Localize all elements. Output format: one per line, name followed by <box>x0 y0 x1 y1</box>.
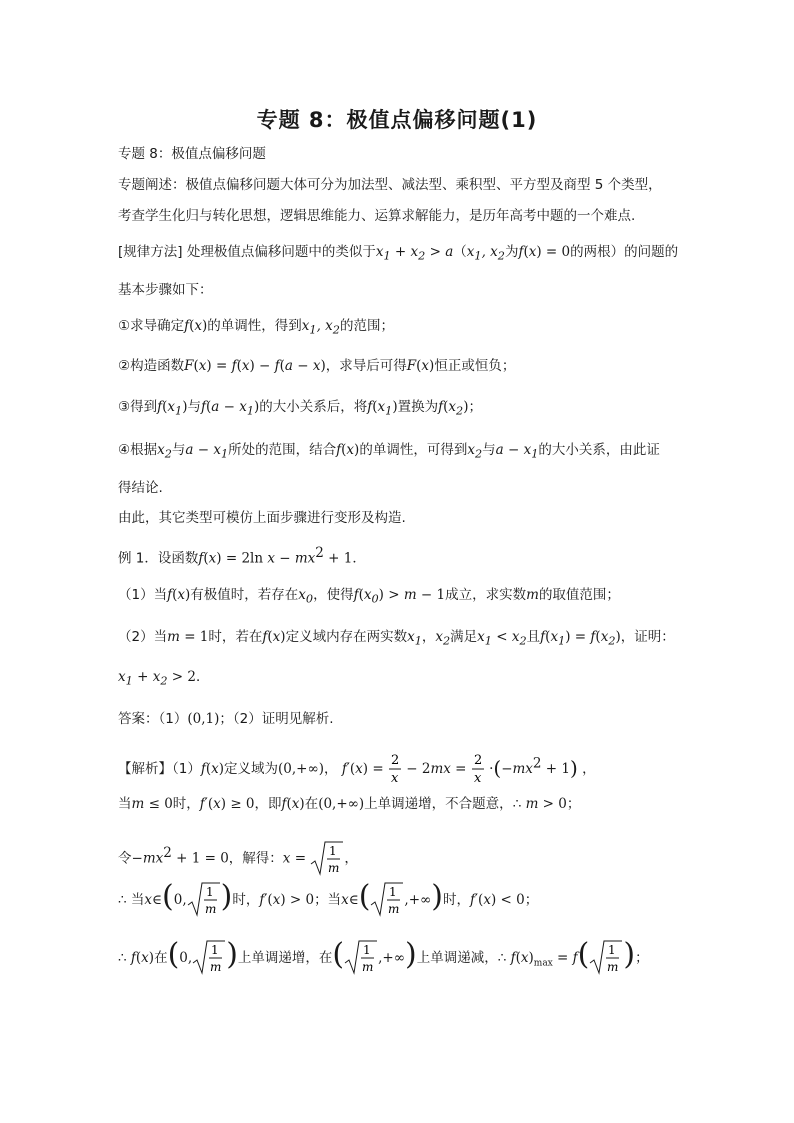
step-1: ①求导确定f(x)的单调性，得到$x_1$, $x_2$的范围； <box>118 318 394 337</box>
svg-text:x: x <box>473 771 482 786</box>
formula: $x_0$ <box>298 587 314 606</box>
formula: f′(x) = 2 x − 2mx = 2 x $\cdot(-mx^2 + 1)$ <box>341 753 578 786</box>
formula: f <box>262 629 268 645</box>
formula: m <box>526 587 539 603</box>
svg-text:2: 2 <box>390 753 400 768</box>
formula: f <box>199 796 205 812</box>
formula: m <box>167 629 180 645</box>
sqrt-1-over-m <box>310 840 344 878</box>
formula: $x_1 + x_2$ <box>118 669 168 688</box>
formula: ∴ <box>497 950 511 966</box>
svg-text:m: m <box>607 960 619 974</box>
formula: f <box>184 318 190 334</box>
formula: F <box>406 358 417 374</box>
step-3: ③得到$f(x_1)$与$f(a - x_1)$的大小关系后，将$f(x_1)$置换为$f(x_2)$； <box>118 399 482 418</box>
formula: f <box>353 587 359 603</box>
formula: f <box>540 629 546 645</box>
svg-text:1: 1 <box>608 943 617 957</box>
formula: f <box>198 550 204 567</box>
method-text-d: 的两根）的问题的 <box>570 244 679 260</box>
svg-text:1: 1 <box>211 943 219 957</box>
svg-text:m: m <box>388 902 400 916</box>
formula: f <box>336 442 342 458</box>
formula: x <box>282 850 291 867</box>
example-statement: 例 1．设函数f(x) = 2ln $x - mx^2 + 1$． <box>118 545 366 567</box>
formula: $a - x_1$ <box>495 442 539 461</box>
svg-text:m: m <box>204 902 217 916</box>
solution-line-3: 令$-mx^2 + 1 = 0$，解得：x = 1 m ， <box>118 836 358 878</box>
formula: $x_2$ <box>435 629 451 648</box>
step-4-cont: 得结论. <box>118 480 163 496</box>
formula: ∴ <box>118 892 131 908</box>
method-line-2: 基本步骤如下： <box>118 282 213 298</box>
subtitle: 专题 8：极值点偏移问题 <box>118 146 266 162</box>
solution-line-1: 【解析】（1）f(x)定义域为(0,+∞)， f′(x) = 2 x − 2mx = 2 x $\cdot(-mx^2 + 1)$ ， <box>118 753 596 786</box>
formula: $x_1$, $x_2$ <box>466 244 505 263</box>
svg-text:1: 1 <box>363 943 371 957</box>
svg-text:1: 1 <box>389 885 398 899</box>
page-title: 专题 8：极值点偏移问题(1) <box>256 108 538 132</box>
formula: $x_1 < x_2$ <box>477 629 527 648</box>
formula: − <box>131 850 143 867</box>
formula: $x_1 + x_2 > a$ <box>375 244 454 263</box>
formula: f <box>200 399 206 415</box>
svg-text:m: m <box>210 960 222 974</box>
method-text-a: [规律方法] 处理极值点偏移问题中的类似于 <box>118 244 376 260</box>
formula: (0,+∞) <box>318 796 365 812</box>
formula: f <box>200 761 206 777</box>
step-2: ②构造函数F(x) = f(x) − f(a − x)，求导后可得F(x)恒正或恒负； <box>118 358 516 374</box>
svg-text:2: 2 <box>473 753 483 768</box>
formula: m <box>131 796 145 812</box>
svg-text:1: 1 <box>329 843 337 858</box>
formula: f <box>130 950 136 966</box>
svg-text:m: m <box>362 960 374 974</box>
formula: f <box>469 892 475 908</box>
formula: $a - x_1$ <box>185 442 229 461</box>
question-2-cont: $x_1 + x_2 > 2$． <box>118 669 210 688</box>
method-text-c: 为 <box>504 244 519 260</box>
formula: $x_1$, $x_2$ <box>301 318 340 337</box>
formula: f <box>281 796 287 812</box>
formula: $x_2$ <box>157 442 172 461</box>
method-text-b: （ <box>453 244 467 260</box>
formula: x <box>144 892 153 908</box>
formula: $x_1$ <box>407 629 422 648</box>
question-1: （1）当f(x)有极值时，若存在$x_0$，使得$f(x_0) > m - 1$成立，求实数m的取值范围； <box>118 587 620 606</box>
formula: (0,1) <box>187 711 220 727</box>
formula: f <box>167 587 173 603</box>
solution-line-5: ∴ f(x)在(0, 1 m )上单调递增，在( 1 m ,+∞)上单调递减，∴ $f(x)_{max} = f$( 1 m )； <box>118 937 649 974</box>
formula: x <box>341 892 349 908</box>
formula: ∴ <box>118 950 131 966</box>
question-2: （2）当m = 1时，若在f(x)定义域内存在两实数$x_1$，$x_2$满足$x_1 < x_2$且$f(x_1) = f(x_2)$，证明： <box>118 629 675 648</box>
formula: f <box>367 399 373 415</box>
formula: f <box>157 399 163 415</box>
intro-line-2: 考查学生化归与转化思想，逻辑思维能力、运算求解能力，是历年高考中题的一个难点. <box>118 208 636 224</box>
formula: $x_2$ <box>467 442 483 461</box>
formula: f <box>259 892 265 908</box>
formula: f <box>438 399 444 415</box>
svg-text:m: m <box>328 860 340 875</box>
svg-text:x: x <box>390 771 399 786</box>
method-line-1: [规律方法] 处理极值点偏移问题中的类似于$x_1 + x_2 > a(x_1$, $x_2$为f(x) = 0的两根）的问题的 <box>118 244 679 263</box>
step-4: ④根据$x_2$与$a - x_1$所处的范围，结合f(x)的单调性，可得到$x_2$与$a - x_1$的大小关系，由此证 <box>118 442 660 461</box>
answer: 答案：（1）(0,1)；（2）证明见解析. <box>118 711 334 727</box>
svg-text:1: 1 <box>205 885 214 899</box>
formula: (0,+∞) <box>278 761 325 777</box>
solution-line-2: 当m ≤ 0时，f′(x) ≥ 0，即f(x)在(0,+∞)上单调递增，不合题意，∴ m > 0； <box>118 796 581 812</box>
solution-line-4: ∴ 当x∈(0, 1 m )时，f′(x) > 0；当x∈( 1 m ,+∞)时，f′(x) < 0； <box>118 879 539 916</box>
formula: ∴ <box>512 796 526 812</box>
formula: f <box>518 244 524 260</box>
remark: 由此，其它类型可模仿上面步骤进行变形及构造. <box>118 510 406 526</box>
formula: F <box>184 358 194 374</box>
intro-line-1: 专题阐述：极值点偏移问题大体可分为加法型、减法型、乘积型、平方型及商型 5 个类型， <box>118 177 662 193</box>
